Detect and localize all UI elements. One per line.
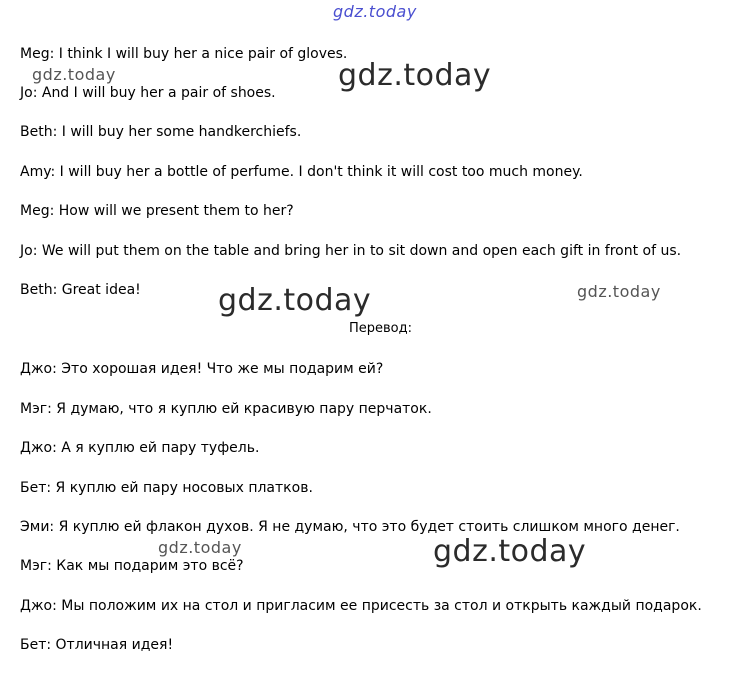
dialogue-line-en: Meg: I think I will buy her a nice pair of gloves. — [20, 46, 348, 62]
dialogue-line-ru: Бет: Отличная идея! — [20, 637, 174, 653]
watermark-small: gdz.today — [577, 282, 661, 301]
watermark-large: gdz.today — [338, 58, 492, 93]
watermark-small: gdz.today — [158, 538, 242, 557]
watermark-small: gdz.today — [32, 65, 116, 84]
dialogue-line-ru: Джо: Мы положим их на стол и пригласим ее присесть за стол и открыть каждый подарок. — [20, 598, 702, 614]
dialogue-line-ru: Джо: Это хорошая идея! Что же мы подарим ей? — [20, 361, 384, 377]
dialogue-line-ru: Джо: А я куплю ей пару туфель. — [20, 440, 260, 456]
dialogue-line-ru: Бет: Я куплю ей пару носовых платков. — [20, 480, 313, 496]
dialogue-line-en: Jo: And I will buy her a pair of shoes. — [20, 85, 276, 101]
watermark-large: gdz.today — [433, 534, 587, 569]
dialogue-line-en: Beth: I will buy her some handkerchiefs. — [20, 124, 302, 140]
dialogue-line-ru: Эми: Я куплю ей флакон духов. Я не думаю, что это будет стоить слишком много денег. — [20, 519, 680, 535]
watermark-large: gdz.today — [218, 283, 372, 318]
translation-heading: Перевод: — [349, 321, 413, 336]
dialogue-line-en: Meg: How will we present them to her? — [20, 203, 294, 219]
dialogue-line-en: Amy: I will buy her a bottle of perfume. I don't think it will cost too much money. — [20, 164, 583, 180]
dialogue-line-en: Jo: We will put them on the table and bring her in to sit down and open each gift in front of us. — [20, 243, 682, 259]
dialogue-line-ru: Мэг: Я думаю, что я куплю ей красивую пару перчаток. — [20, 401, 432, 417]
dialogue-line-en: Beth: Great idea! — [20, 282, 141, 298]
watermark-top: gdz.today — [333, 2, 417, 21]
dialogue-line-ru: Мэг: Как мы подарим это всё? — [20, 558, 244, 574]
